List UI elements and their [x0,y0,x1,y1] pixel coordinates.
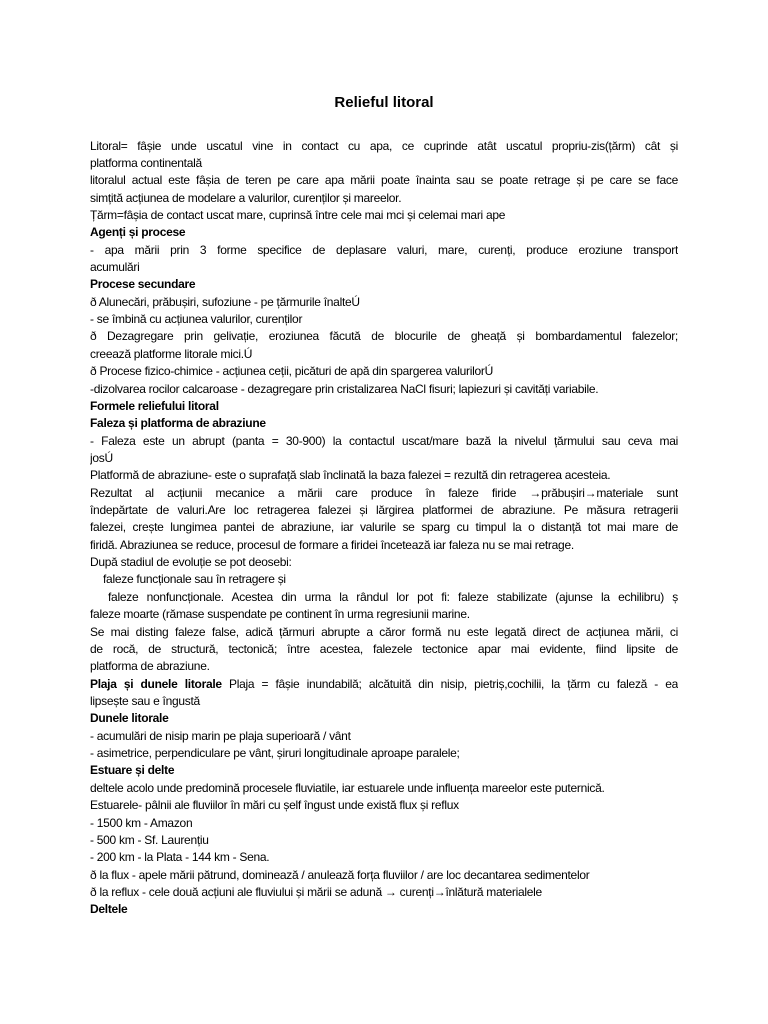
text-span: faleze nonfuncționale. Acestea din urma la rândul lor pot fi: faleze stabilizate (ajunse la echilibru) ș [108,589,678,604]
text-span: Estuarele- pâlnii ale fluviilor în mări cu șelf îngust unde există flux și reflux [90,798,459,813]
text-line [90,693,678,710]
text-line [90,867,678,884]
text-span: - asimetrice, perpendiculare pe vânt, șiruri longitudinale aproape paralele; [90,746,460,761]
text-line [90,797,678,814]
text-span: ð Alunecări, prăbușiri, sufoziune - pe țărmurile înalteÚ [90,294,360,309]
text-line [90,259,678,276]
text-line [90,519,678,536]
text-span: platforma continentală [90,155,202,170]
text-line [90,207,678,224]
text-line [90,537,678,554]
text-line [90,658,678,675]
text-line [90,155,678,172]
text-span: faleze moarte (rămase suspendate pe continent în urma regresiunii marine. [90,607,470,622]
text-span: ð la reflux - cele două acțiuni ale fluviului și mării se adună → curenți→înlătură materialele [90,884,542,899]
text-line [90,363,678,380]
text-line [90,815,678,832]
text-line [90,398,678,415]
text-line [90,676,678,693]
text-line [90,849,678,866]
text-span: creează platforme litorale mici.Ú [90,346,253,361]
text-line [90,415,678,432]
text-line [90,554,678,571]
text-line [90,606,678,623]
text-span: litoralul actual este fâșia de teren pe care apa mării poate înainta sau se poate retrage și pe care se face [90,173,678,188]
text-span: Litoral= fâșie unde uscatul vine in contact cu apa, ce cuprinde atât uscatul propriu-zis(țărm) cât și [90,138,678,153]
text-span: faleze funcționale sau în retragere și [103,572,286,587]
text-line [90,294,678,311]
text-span: platforma de abraziune. [90,659,210,674]
text-span: După stadiul de evoluție se pot deosebi: [90,555,292,570]
text-span: - acumulări de nisip marin pe plaja superioară / vânt [90,728,351,743]
text-line [90,311,678,328]
text-line [90,901,678,918]
text-line [90,728,678,745]
text-line [90,381,678,398]
text-span: - 200 km - la Plata - 144 km - Sena. [90,850,270,865]
section-heading: Estuare și delte [90,763,175,778]
text-line [90,467,678,484]
text-span: ð Dezagregare prin gelivație, eroziunea făcută de blocurile de gheață și bombardamentul falezelor; [90,329,678,344]
text-line [90,624,678,641]
section-heading: Faleza și platforma de abraziune [90,416,266,431]
text-line [90,242,678,259]
text-line [90,276,678,293]
text-span: de rocă, de structură, tectonică; între acestea, falezele tectonice apar mai evidente, fiind lipsite de [90,641,678,656]
text-line [90,450,678,467]
text-line [90,502,678,519]
text-line [90,884,678,901]
text-line [90,641,678,658]
text-span: - 500 km - Sf. Laurențiu [90,832,209,847]
text-span: Plaja = fâșie inundabilă; alcătuită din nisip, pietriș,cochilii, la țărm cu faleză - ea [221,676,678,691]
text-span: Țărm=fâșia de contact uscat mare, cuprinsă între cele mai mci și celemai mari ape [90,207,506,222]
text-line [90,346,678,363]
text-line [90,571,678,588]
text-span: lipsește sau e îngustă [90,694,200,708]
text-line [90,190,678,207]
text-span: -dizolvarea rocilor calcaroase - dezagregare prin cristalizarea NaCl fisuri; lapiezuri și cavități variabile. [90,381,599,396]
document-body [90,138,678,919]
text-span: ð la flux - apele mării pătrund, dominează / anulează forța fluviilor / are loc decantarea sedimentelor [90,867,590,882]
text-line [90,780,678,797]
section-heading: Agenți și procese [90,225,186,240]
text-line [90,172,678,189]
text-span: - apa mării prin 3 forme specifice de deplasare valuri, mare, curenți, produce eroziune transport [90,242,678,257]
text-line [90,224,678,241]
text-span: Rezultat al acțiunii mecanice a mării care produce în faleze firide →prăbușiri→materiale sunt [90,485,678,500]
section-heading: Formele reliefului litoral [90,398,219,413]
text-line [90,485,678,502]
text-line [90,710,678,727]
page-title: Relieful litoral [334,94,434,111]
text-span: acumulări [90,260,140,275]
text-span: falezei, crește lungimea pantei de abraziune, iar valurile se sparg cu timpul la o distanță tot mai mare de [90,520,678,535]
text-span: - 1500 km - Amazon [90,815,193,830]
text-span: josÚ [90,450,113,465]
text-line [90,328,678,345]
text-line [90,433,678,450]
text-span: Se mai disting faleze false, adică țărmuri abrupte a căror formă nu este legată direct de acțiunea mării, ci [90,624,678,639]
section-heading: Procese secundare [90,277,196,292]
section-heading: Dunele litorale [90,711,169,726]
text-span: îndepărtate de valuri.Are loc retragerea falezei și lărgirea platformei de abraziune. Pe măsura retragerii [90,503,678,518]
text-line [90,745,678,762]
text-span: ð Procese fizico-chimice - acțiunea ceții, picături de apă din spargerea valurilorÚ [90,364,493,379]
section-heading: Deltele [90,902,128,917]
text-line [90,589,678,606]
section-heading: Plaja și dunele litorale [90,676,222,691]
text-line [90,138,678,155]
text-span: - se îmbină cu acțiunea valurilor, curenților [90,312,303,327]
text-line [90,762,678,779]
text-span: firidă. Abraziunea se reduce, procesul de formare a firidei încetează iar faleza nu se mai retrage. [90,537,574,552]
text-span: Platformă de abraziune- este o suprafață slab înclinată la baza falezei = rezultă din retragerea acesteia. [90,468,611,483]
text-span: simțită acțiunea de modelare a valurilor, curenților și mareelor. [90,190,402,205]
text-line [90,832,678,849]
text-span: deltele acolo unde predomină procesele fluviatile, iar estuarele unde influența mareelor este puternică. [90,780,605,795]
text-span: - Faleza este un abrupt (panta = 30-900) la contactul uscat/mare bază la nivelul țărmului sau ceva mai [90,433,678,448]
